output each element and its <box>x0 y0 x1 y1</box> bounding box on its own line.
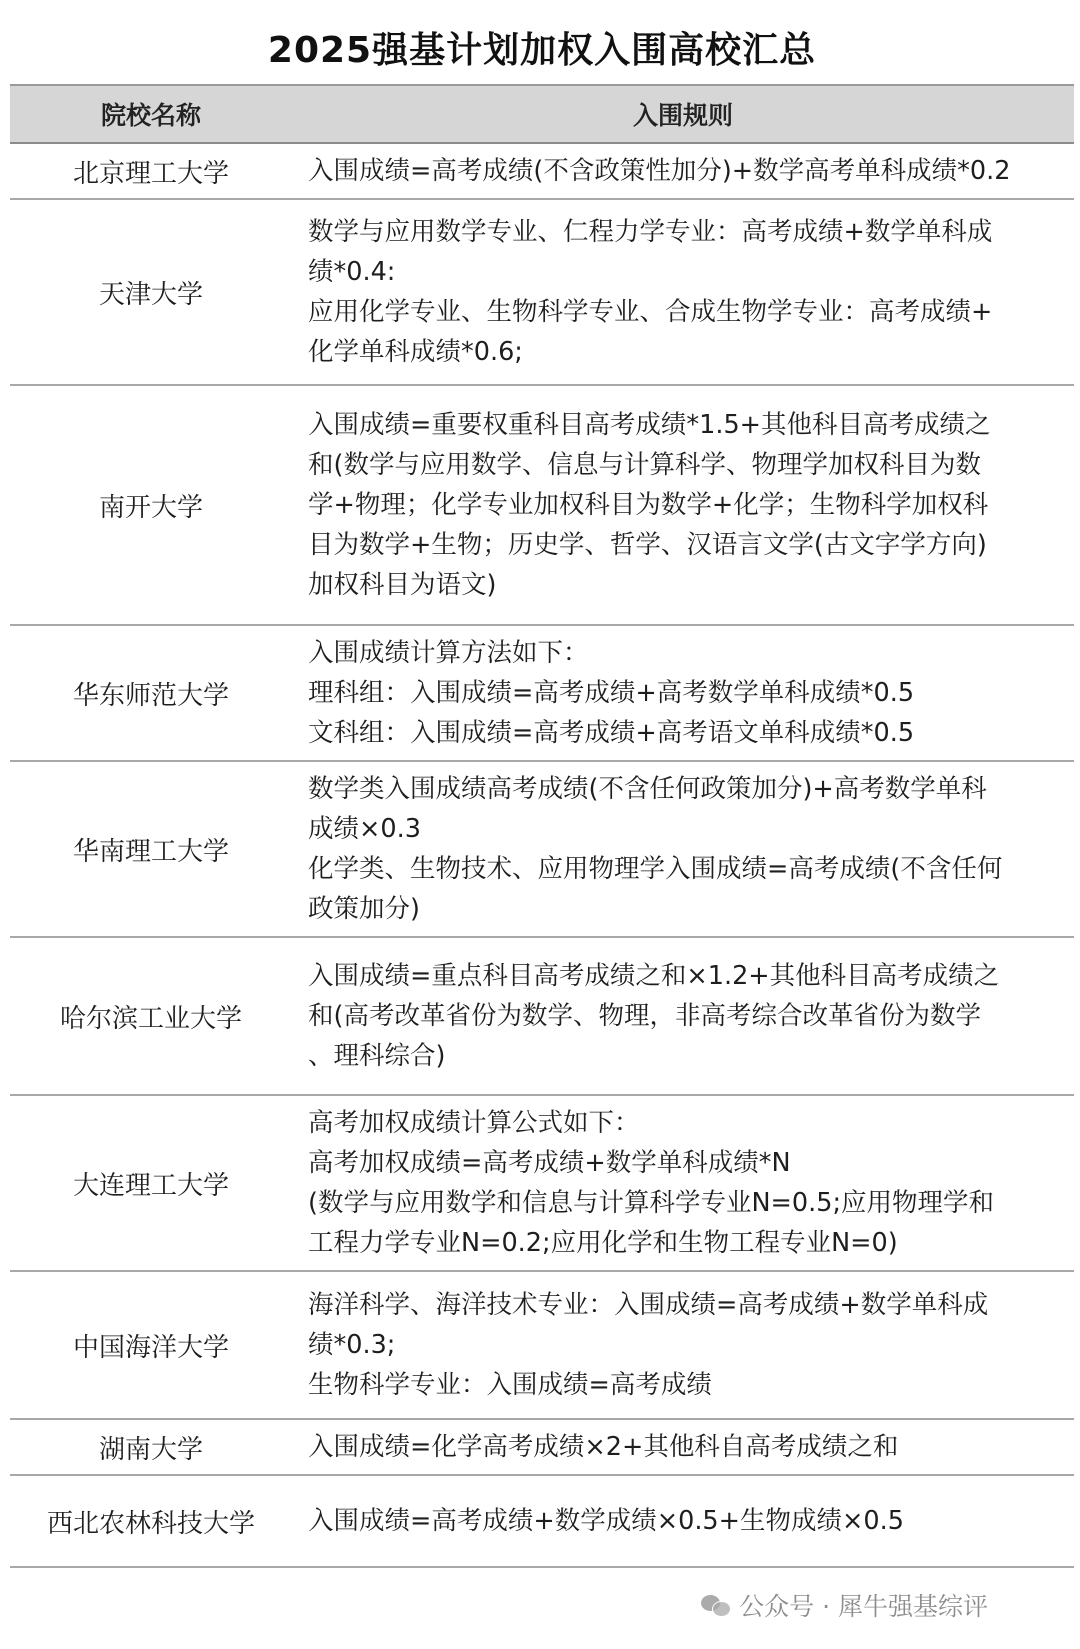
rule-line: 文科组：入围成绩=高考成绩+高考语文单科成绩*0.5 <box>308 718 915 748</box>
rule-text <box>292 762 1074 936</box>
rule-text <box>292 386 1074 624</box>
rule-text <box>292 1476 1074 1566</box>
table-row <box>10 1420 1074 1476</box>
table-row <box>10 1476 1074 1568</box>
table-body <box>10 144 1074 1568</box>
rule-text <box>292 144 1074 198</box>
header-school: 院校名称 <box>100 101 201 130</box>
rule-line: 生物科学专业：入围成绩=高考成绩 <box>308 1370 712 1400</box>
rule-text <box>292 1420 1074 1474</box>
rule-line: 和(数学与应用数学、信息与计算科学、物理学加权科目为数 <box>308 450 981 480</box>
rule-line: (数学与应用数学和信息与计算科学专业N=0.5;应用物理学和 <box>308 1188 995 1218</box>
table-row <box>10 1096 1074 1272</box>
rule-line: 绩*0.4: <box>308 257 396 287</box>
rule-line: 入围成绩=化学高考成绩×2+其他科自高考成绩之和 <box>308 1432 899 1462</box>
rule-line: 化学类、生物技术、应用物理学入围成绩=高考成绩(不含任何 <box>308 854 1003 884</box>
rule-line: 绩*0.3; <box>308 1330 396 1360</box>
school-name: 南开大学 <box>98 492 203 523</box>
rule-text <box>292 938 1074 1094</box>
summary-table <box>10 10 1074 1644</box>
school-name: 大连理工大学 <box>72 1170 229 1201</box>
table-title: 2025强基计划加权入围高校汇总 <box>10 10 1074 86</box>
school-name: 中国海洋大学 <box>72 1332 229 1363</box>
table-row <box>10 626 1074 762</box>
rule-line: 、理科综合) <box>308 1041 446 1071</box>
table-header <box>10 86 1074 144</box>
school-name: 北京理工大学 <box>72 158 229 189</box>
wechat-icon <box>701 1593 731 1617</box>
rule-line: 入围成绩计算方法如下： <box>308 638 589 668</box>
rule-line: 入围成绩=高考成绩(不含政策性加分)+数学高考单科成绩*0.2 <box>308 156 1011 186</box>
header-rule: 入围规则 <box>632 101 733 130</box>
rule-line: 成绩×0.3 <box>308 814 421 844</box>
rule-text <box>292 1272 1074 1418</box>
table-row <box>10 386 1074 626</box>
table-row <box>10 762 1074 938</box>
rule-line: 目为数学+生物；历史学、哲学、汉语言文学(古文字学方向) <box>308 530 987 560</box>
watermark <box>701 1587 988 1623</box>
rule-line: 数学与应用数学专业、仁程力学专业：高考成绩+数学单科成 <box>308 217 993 247</box>
rule-line: 应用化学专业、生物科学专业、合成生物学专业：高考成绩+ <box>308 297 993 327</box>
rule-text <box>292 1096 1074 1270</box>
rule-text <box>292 200 1074 384</box>
school-name: 西北农林科技大学 <box>46 1508 255 1539</box>
table-row <box>10 938 1074 1096</box>
rule-line: 化学单科成绩*0.6; <box>308 337 523 367</box>
rule-line: 理科组：入围成绩=高考成绩+高考数学单科成绩*0.5 <box>308 678 915 708</box>
table-row <box>10 200 1074 386</box>
school-name: 华南理工大学 <box>72 836 229 867</box>
rule-line: 加权科目为语文) <box>308 570 497 600</box>
rule-line: 入围成绩=重点科目高考成绩之和×1.2+其他科目高考成绩之 <box>308 961 1000 991</box>
rule-line: 政策加分) <box>308 894 420 924</box>
rule-line: 入围成绩=重要权重科目高考成绩*1.5+其他科目高考成绩之 <box>308 410 991 440</box>
school-name: 湖南大学 <box>98 1434 203 1465</box>
rule-line: 和(高考改革省份为数学、物理，非高考综合改革省份为数学 <box>308 1001 981 1031</box>
rule-text <box>292 626 1074 760</box>
school-name: 哈尔滨工业大学 <box>59 1003 242 1034</box>
rule-line: 海洋科学、海洋技术专业：入围成绩=高考成绩+数学单科成 <box>308 1290 989 1320</box>
watermark-text: 公众号 · 犀牛强基综评 <box>739 1592 988 1621</box>
table-row <box>10 1272 1074 1420</box>
rule-line: 高考加权成绩=高考成绩+数学单科成绩*N <box>308 1148 791 1178</box>
rule-line: 工程力学专业N=0.2;应用化学和生物工程专业N=0) <box>308 1228 898 1258</box>
rule-line: 入围成绩=高考成绩+数学成绩×0.5+生物成绩×0.5 <box>308 1506 904 1536</box>
school-name: 天津大学 <box>98 279 203 310</box>
school-name: 华东师范大学 <box>72 680 229 711</box>
rule-line: 数学类入围成绩高考成绩(不含任何政策加分)+高考数学单科 <box>308 774 987 804</box>
table-row <box>10 144 1074 200</box>
rule-line: 学+物理；化学专业加权科目为数学+化学；生物科学加权科 <box>308 490 989 520</box>
rule-line: 高考加权成绩计算公式如下： <box>308 1108 640 1138</box>
